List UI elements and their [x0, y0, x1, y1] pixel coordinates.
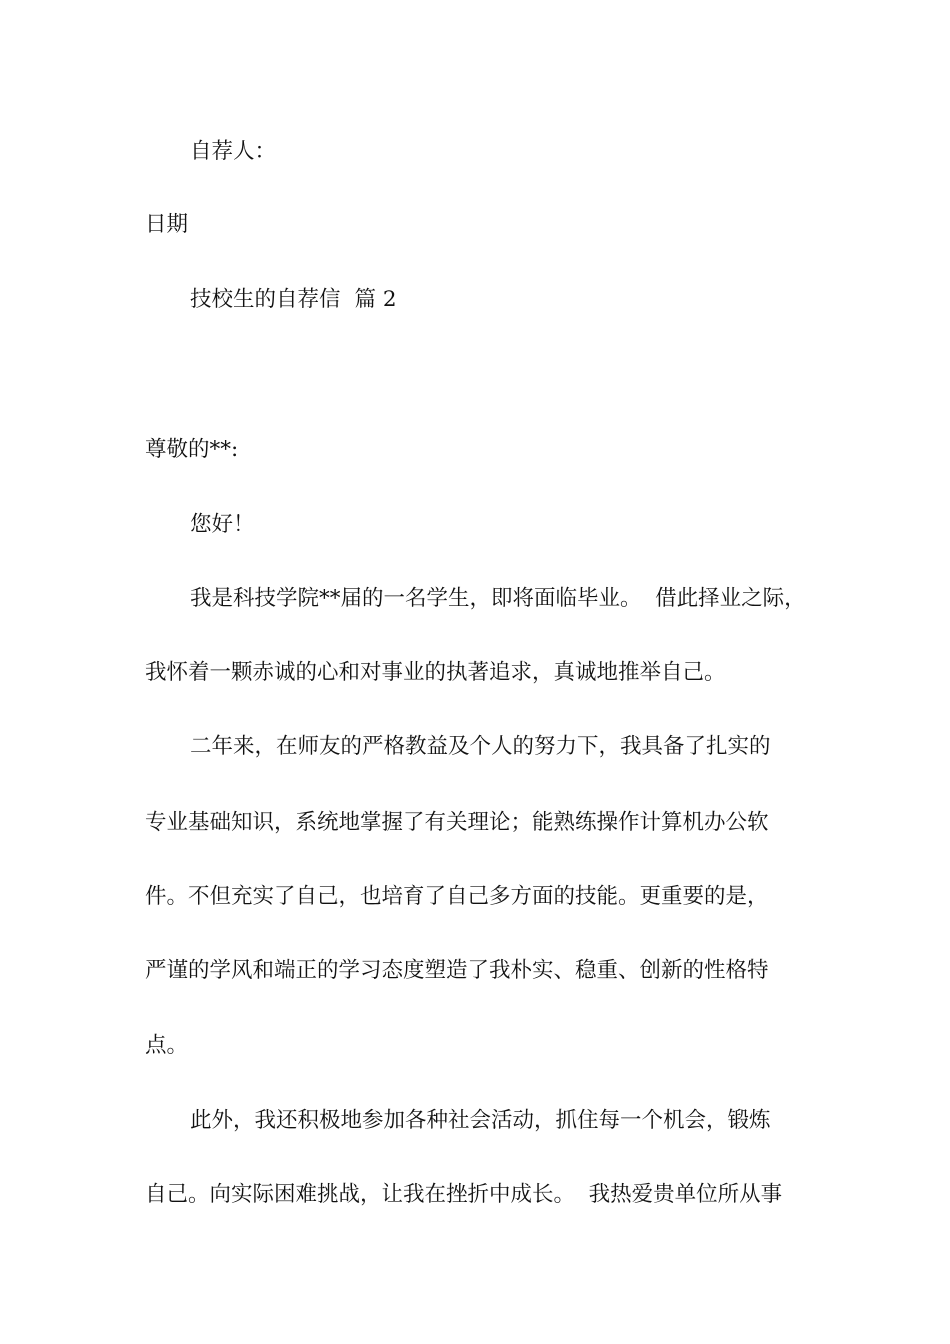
- salutation: 尊敬的**:: [145, 437, 239, 462]
- body-line: 严谨的学风和端正的学习态度塑造了我朴实、稳重、创新的性格特: [145, 958, 769, 983]
- body-line: 此外，我还积极地参加各种社会活动，抓住每一个机会，锻炼: [190, 1108, 771, 1133]
- body-line: 我是科技学院**届的一名学生，即将面临毕业。 借此择业之际，: [190, 586, 806, 611]
- section-heading: [190, 285, 397, 315]
- body-line: 自己。向实际困难挑战，让我在挫折中成长。 我热爱贵单位所从事: [145, 1182, 783, 1207]
- signer-label: 自荐人：: [190, 139, 277, 164]
- body-line: 我怀着一颗赤诚的心和对事业的执著追求，真诚地推举自己。: [145, 660, 726, 685]
- section-title: 技校生的自荐信: [190, 287, 341, 312]
- greeting: 您好！: [190, 512, 255, 537]
- body-line: 二年来，在师友的严格教益及个人的努力下，我具备了扎实的: [190, 734, 771, 759]
- section-number: 篇 2: [354, 287, 397, 312]
- body-line: 件。不但充实了自己，也培育了自己多方面的技能。更重要的是，: [145, 884, 769, 909]
- date-label: 日期: [145, 212, 189, 237]
- body-line: 点。: [145, 1033, 189, 1058]
- body-line: 专业基础知识，系统地掌握了有关理论；能熟练操作计算机办公软: [145, 810, 769, 835]
